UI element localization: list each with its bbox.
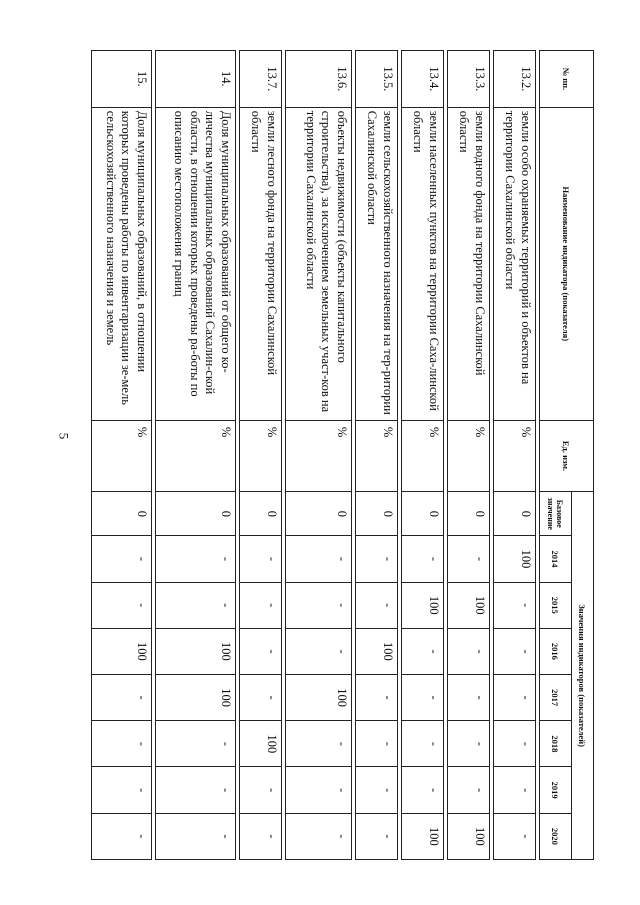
year-value: -	[356, 675, 398, 721]
year-value: -	[356, 767, 398, 813]
row-spacer-cell	[444, 51, 448, 860]
row-spacer	[490, 51, 494, 860]
table-row	[286, 51, 352, 860]
row-spacer-cell	[236, 51, 240, 860]
year-value: -	[448, 628, 490, 674]
header-year: 2015	[540, 582, 572, 628]
year-value: 100	[448, 582, 490, 628]
year-value: -	[156, 721, 236, 767]
year-value: 100	[448, 813, 490, 859]
row-number: 14.	[156, 51, 236, 108]
header-year: 2014	[540, 536, 572, 582]
year-value: -	[156, 582, 236, 628]
year-value: -	[448, 675, 490, 721]
year-value: -	[92, 536, 152, 582]
base-value: 0	[402, 492, 444, 536]
header-values-group: Значения индикаторов (показателей)	[572, 492, 594, 860]
year-value: -	[286, 582, 352, 628]
base-value: 0	[156, 492, 236, 536]
header-year: 2019	[540, 767, 572, 813]
row-number: 13.2.	[494, 51, 536, 108]
year-value: -	[286, 536, 352, 582]
year-value: -	[356, 813, 398, 859]
year-value: 100	[156, 675, 236, 721]
year-value: -	[494, 767, 536, 813]
year-value: 100	[356, 628, 398, 674]
year-value: -	[448, 767, 490, 813]
unit-cell: %	[494, 420, 536, 491]
row-spacer	[282, 51, 286, 860]
indicator-name: Доля муниципальных образований, в отношении которых проведены работы по инвентаризации зе-мель сельскохозяйственного назначения и земель	[92, 107, 152, 420]
year-value: -	[156, 767, 236, 813]
year-value: -	[356, 721, 398, 767]
row-spacer-cell	[536, 51, 540, 860]
unit-cell: %	[240, 420, 282, 491]
year-value: -	[494, 628, 536, 674]
row-spacer-cell	[152, 51, 156, 860]
unit-cell: %	[448, 420, 490, 491]
base-value: 0	[240, 492, 282, 536]
year-value: -	[402, 721, 444, 767]
year-value: -	[402, 628, 444, 674]
header-base: Базовое значение	[540, 492, 572, 536]
indicator-name: земли особо охраняемых территорий и объектов на территории Сахалинской области	[494, 107, 536, 420]
header-year: 2016	[540, 628, 572, 674]
year-value: -	[448, 536, 490, 582]
year-value: -	[356, 536, 398, 582]
row-number: 13.3.	[448, 51, 490, 108]
year-value: -	[240, 813, 282, 859]
year-value: 100	[92, 628, 152, 674]
row-spacer-cell	[352, 51, 356, 860]
table-row	[240, 51, 282, 860]
base-value: 0	[286, 492, 352, 536]
row-spacer-cell	[282, 51, 286, 860]
year-value: -	[156, 536, 236, 582]
year-value: -	[286, 628, 352, 674]
year-value: -	[240, 628, 282, 674]
year-value: -	[402, 675, 444, 721]
table-row	[156, 51, 236, 860]
year-value: -	[156, 813, 236, 859]
year-value: -	[494, 721, 536, 767]
year-value: -	[92, 721, 152, 767]
year-value: -	[92, 813, 152, 859]
header-num: № пп.	[540, 51, 594, 108]
row-number: 13.6.	[286, 51, 352, 108]
row-spacer	[444, 51, 448, 860]
year-value: -	[92, 675, 152, 721]
base-value: 0	[92, 492, 152, 536]
year-value: -	[240, 536, 282, 582]
year-value: -	[240, 767, 282, 813]
row-spacer	[536, 51, 540, 860]
base-value: 0	[494, 492, 536, 536]
year-value: -	[240, 675, 282, 721]
indicator-name: объекты недвижимости (объекты капитального строительства), за исключением земельных участ-ков на территории Сахалинской области	[286, 107, 352, 420]
table-row	[448, 51, 490, 860]
rotated-table-container	[103, 50, 594, 860]
table-row	[92, 51, 152, 860]
year-value: -	[286, 813, 352, 859]
indicator-name: Доля муниципальных образований от общего ко-личества муниципальных образований Сахалин-ской области, в отношении которых проведены ра-боты по описанию местоположения границ	[156, 107, 236, 420]
indicator-name: земли лесного фонда на территории Сахалинской области	[240, 107, 282, 420]
table-row	[494, 51, 536, 860]
year-value: 100	[156, 628, 236, 674]
table-row	[356, 51, 398, 860]
year-value: -	[240, 582, 282, 628]
unit-cell: %	[156, 420, 236, 491]
table-body	[92, 51, 540, 860]
year-value: -	[286, 767, 352, 813]
row-spacer	[398, 51, 402, 860]
row-number: 13.5.	[356, 51, 398, 108]
unit-cell: %	[356, 420, 398, 491]
header-year: 2020	[540, 813, 572, 859]
indicators-table	[91, 50, 594, 860]
table-row	[402, 51, 444, 860]
year-value: 100	[286, 675, 352, 721]
base-value: 0	[356, 492, 398, 536]
indicator-name: земли населенных пунктов на территории Саха-линской области	[402, 107, 444, 420]
year-value: -	[402, 767, 444, 813]
row-spacer	[152, 51, 156, 860]
year-value: 100	[494, 536, 536, 582]
year-value: -	[494, 582, 536, 628]
indicator-name: земли водного фонда на территории Сахалинской области	[448, 107, 490, 420]
row-spacer-cell	[398, 51, 402, 860]
year-value: 100	[402, 582, 444, 628]
year-value: -	[402, 536, 444, 582]
row-spacer-cell	[490, 51, 494, 860]
year-value: -	[494, 675, 536, 721]
header-year: 2017	[540, 675, 572, 721]
row-number: 13.7.	[240, 51, 282, 108]
year-value: 100	[240, 721, 282, 767]
year-value: -	[286, 721, 352, 767]
header-unit: Ед. изм.	[540, 420, 594, 491]
unit-cell: %	[92, 420, 152, 491]
year-value: -	[494, 813, 536, 859]
header-name: Наименование индикатора (показателя)	[540, 107, 594, 420]
year-value: -	[448, 721, 490, 767]
year-value: 100	[402, 813, 444, 859]
year-value: -	[92, 582, 152, 628]
unit-cell: %	[402, 420, 444, 491]
row-spacer	[236, 51, 240, 860]
year-value: -	[92, 767, 152, 813]
page-number: 5	[56, 432, 72, 440]
indicator-name: земли сельскохозяйственного назначения на тер-ритории Сахалинской области	[356, 107, 398, 420]
row-number: 15.	[92, 51, 152, 108]
unit-cell: %	[286, 420, 352, 491]
row-number: 13.4.	[402, 51, 444, 108]
base-value: 0	[448, 492, 490, 536]
row-spacer	[352, 51, 356, 860]
year-value: -	[356, 582, 398, 628]
header-year: 2018	[540, 721, 572, 767]
